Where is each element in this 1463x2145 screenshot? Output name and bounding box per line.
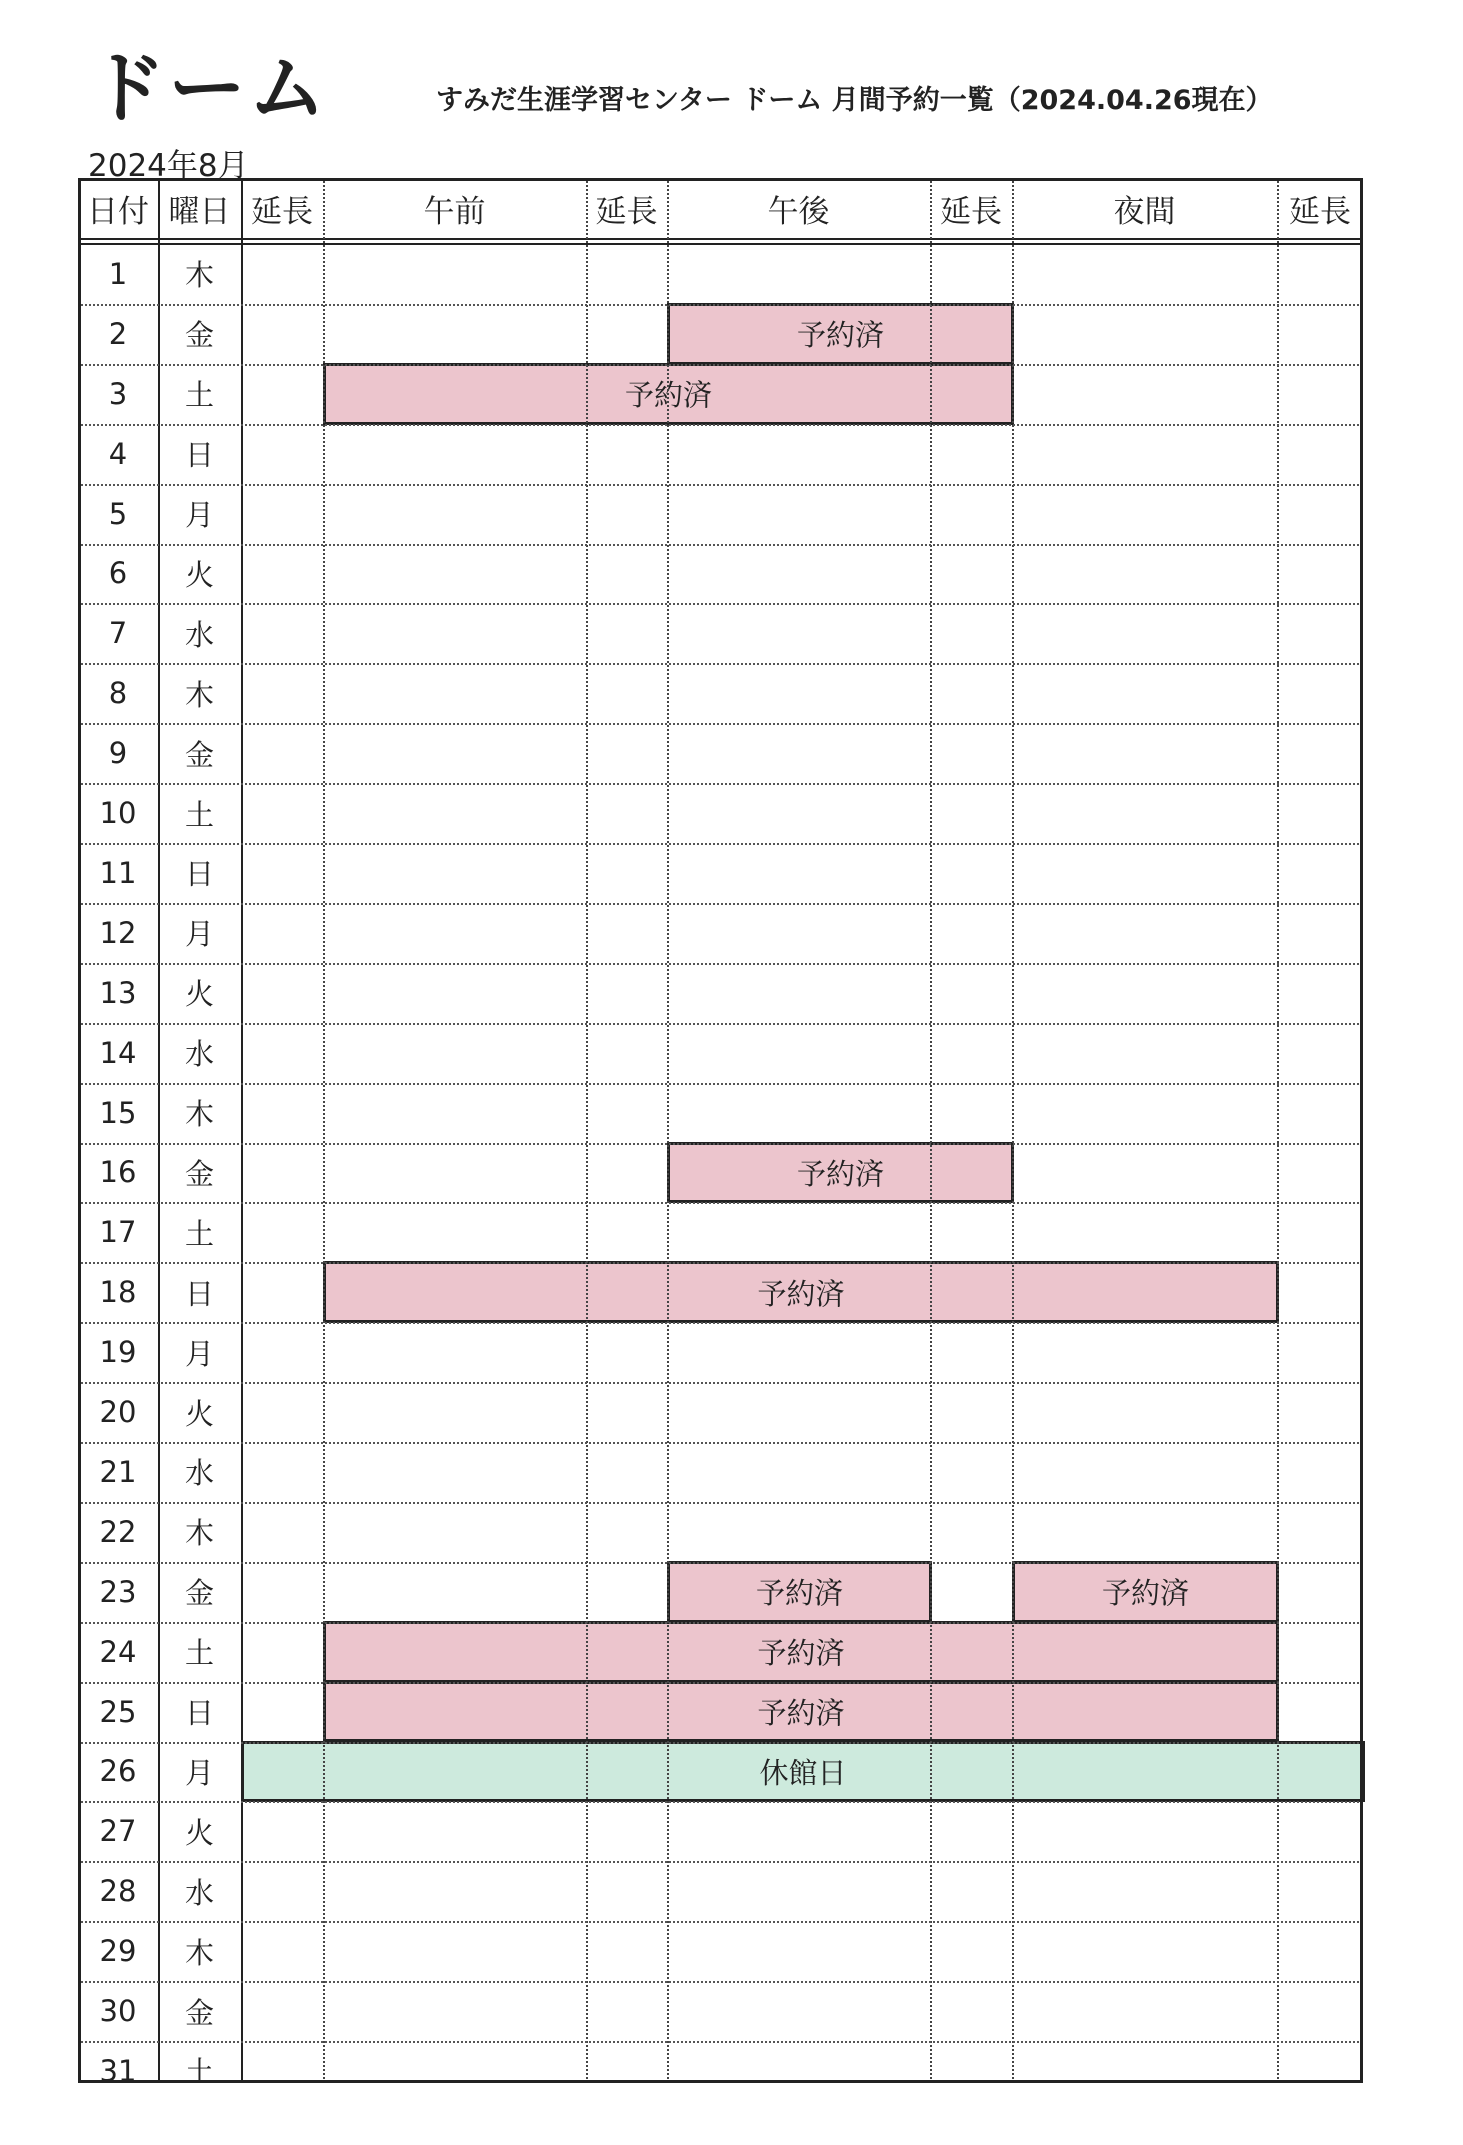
weekday-cell: 土 <box>184 797 214 832</box>
header-am: 午前 <box>423 193 486 230</box>
weekday-cell: 月 <box>184 917 214 952</box>
header-ext4: 延長 <box>1289 193 1351 230</box>
reservation-block: 予約済 <box>667 303 1014 365</box>
date-cell: 13 <box>99 975 137 1010</box>
weekday-cell: 木 <box>184 1516 214 1551</box>
date-cell: 2 <box>108 316 128 351</box>
weekday-cell: 金 <box>184 318 214 353</box>
weekday-cell: 木 <box>184 258 214 293</box>
header-date: 日付 <box>87 193 149 230</box>
date-cell: 17 <box>99 1215 137 1250</box>
date-cell: 20 <box>99 1395 137 1430</box>
date-cell: 26 <box>99 1754 137 1789</box>
weekday-cell: 火 <box>184 1815 214 1850</box>
closed-day-block: 休館日 <box>241 1741 1365 1803</box>
reservation-block: 予約済 <box>667 1142 1014 1204</box>
date-cell: 4 <box>108 436 128 471</box>
reservation-block: 予約済 <box>323 363 1014 425</box>
weekday-cell: 土 <box>184 1216 214 1251</box>
date-cell: 6 <box>108 556 128 591</box>
weekday-cell: 日 <box>184 857 214 892</box>
reservation-block: 予約済 <box>323 1261 1279 1323</box>
date-cell: 11 <box>99 855 137 890</box>
date-cell: 30 <box>99 1994 137 2029</box>
date-cell: 7 <box>108 616 128 651</box>
weekday-cell: 月 <box>184 1336 214 1371</box>
weekday-cell: 木 <box>184 1097 214 1132</box>
weekday-cell: 月 <box>184 498 214 533</box>
date-cell: 9 <box>108 736 128 771</box>
weekday-cell: 日 <box>184 1696 214 1731</box>
weekday-cell: 金 <box>184 1576 214 1611</box>
reservation-block: 予約済 <box>323 1621 1279 1683</box>
facility-name: ドーム <box>88 44 329 134</box>
date-cell: 31 <box>99 2053 137 2088</box>
date-cell: 21 <box>99 1454 137 1489</box>
date-cell: 10 <box>99 796 137 831</box>
header-ext3: 延長 <box>940 193 1002 230</box>
reservation-block: 予約済 <box>1012 1561 1279 1623</box>
header-ext1: 延長 <box>251 193 313 230</box>
header-weekday: 曜日 <box>168 193 231 230</box>
date-cell: 14 <box>99 1035 137 1070</box>
date-cell: 16 <box>99 1155 137 1190</box>
weekday-cell: 月 <box>184 1755 214 1790</box>
weekday-cell: 土 <box>184 378 214 413</box>
date-cell: 8 <box>108 676 128 711</box>
date-cell: 1 <box>108 256 128 291</box>
reservation-block: 予約済 <box>667 1561 932 1623</box>
header-night: 夜間 <box>1113 193 1176 230</box>
date-cell: 19 <box>99 1335 137 1370</box>
reservation-grid <box>78 178 1363 2090</box>
date-cell: 5 <box>108 496 128 531</box>
date-cell: 24 <box>99 1634 137 1669</box>
weekday-cell: 金 <box>184 737 214 772</box>
table-frame <box>78 178 1363 2083</box>
weekday-cell: 火 <box>184 977 214 1012</box>
date-cell: 15 <box>99 1095 137 1130</box>
weekday-cell: 土 <box>184 2055 214 2090</box>
weekday-cell: 金 <box>184 1995 214 2030</box>
month-label: 2024年8月 <box>88 148 249 184</box>
date-cell: 29 <box>99 1934 137 1969</box>
weekday-cell: 金 <box>184 1156 214 1191</box>
date-cell: 18 <box>99 1275 137 1310</box>
weekday-cell: 水 <box>184 1037 214 1072</box>
date-cell: 28 <box>99 1874 137 1909</box>
header-pm: 午後 <box>767 193 830 230</box>
date-cell: 3 <box>108 376 128 411</box>
date-cell: 22 <box>99 1514 137 1549</box>
date-cell: 25 <box>99 1694 137 1729</box>
header-ext2: 延長 <box>595 193 658 230</box>
date-cell: 12 <box>99 915 137 950</box>
document-title: すみだ生涯学習センター ドーム 月間予約一覧（2024.04.26現在） <box>436 85 1273 116</box>
weekday-cell: 日 <box>184 1276 214 1311</box>
weekday-cell: 火 <box>184 557 214 592</box>
weekday-cell: 木 <box>184 677 214 712</box>
weekday-cell: 木 <box>184 1935 214 1970</box>
date-cell: 23 <box>99 1574 137 1609</box>
weekday-cell: 水 <box>184 617 214 652</box>
weekday-cell: 水 <box>184 1875 214 1910</box>
weekday-cell: 火 <box>184 1396 214 1431</box>
weekday-cell: 土 <box>184 1636 214 1671</box>
weekday-cell: 日 <box>184 438 214 473</box>
reservation-block: 予約済 <box>323 1681 1279 1743</box>
weekday-cell: 水 <box>184 1456 214 1491</box>
date-cell: 27 <box>99 1814 137 1849</box>
